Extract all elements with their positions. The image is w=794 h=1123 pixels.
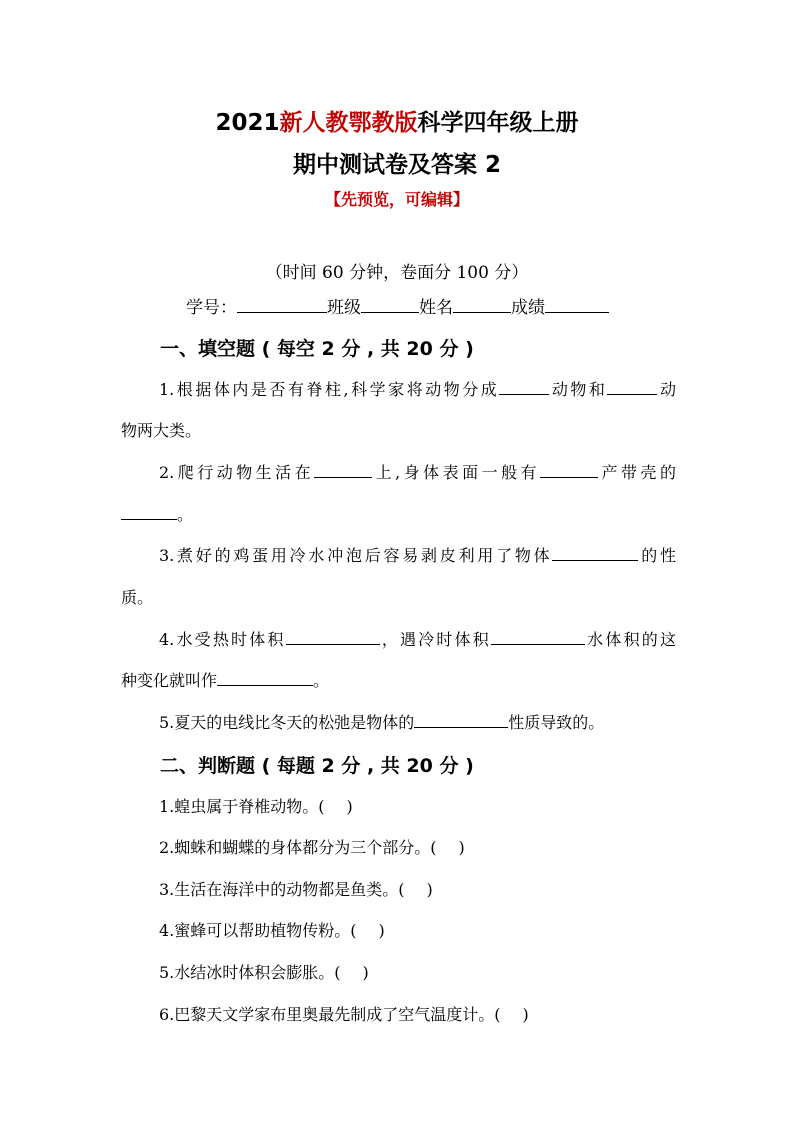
answer-blank[interactable] — [217, 668, 313, 686]
question-1-line-2: 物两大类。 — [121, 421, 202, 440]
document-title-line2: 期中测试卷及答案 2 — [292, 152, 501, 178]
judge-question-4 — [159, 918, 676, 941]
preview-editable-note: 【先预览，可编辑】 — [324, 190, 469, 209]
answer-blank[interactable] — [499, 377, 549, 395]
title-subject: 科学四年级上册 — [417, 110, 579, 136]
question-1-text: 动 — [657, 380, 676, 399]
question-4-line-1 — [159, 627, 676, 650]
paren-close: ) — [346, 797, 353, 816]
answer-blank[interactable] — [314, 460, 372, 478]
class-label: 班级 — [327, 298, 361, 318]
question-3-text: 3.煮好的鸡蛋用冷水冲泡后容易剥皮利用了物体 — [159, 546, 553, 565]
question-1-text: 1.根据体内是否有脊柱,科学家将动物分成 — [159, 380, 500, 399]
judge-question-text: 5.水结冰时体积会膨胀。( — [159, 963, 341, 982]
question-4-text: ，遇冷时体积 — [379, 630, 491, 649]
answer-blank[interactable] — [540, 460, 598, 478]
judge-question-text: 6.巴黎天文学家布里奥最先制成了空气温度计。( — [159, 1005, 501, 1024]
question-3-line-2: 质。 — [121, 588, 154, 607]
question-4-text: 4.水受热时体积 — [159, 630, 286, 649]
paren-close: ) — [522, 1005, 529, 1024]
name-label: 姓名 — [419, 298, 453, 318]
judge-question-text: 4.蜜蜂可以帮助植物传粉。( — [159, 921, 357, 940]
judge-question-text: 1.蝗虫属于脊椎动物。( — [159, 797, 325, 816]
question-4-line-2 — [121, 668, 676, 691]
question-5-text: 5.夏天的电线比冬天的松弛是物体的 — [159, 713, 415, 732]
question-5-text: 性质导致的。 — [508, 713, 605, 732]
question-4-text: 。 — [313, 671, 330, 690]
question-2-line-1 — [159, 460, 676, 483]
title-publisher: 新人教鄂教版 — [279, 110, 418, 136]
paren-close: ) — [378, 921, 385, 940]
paren-close: ) — [362, 963, 369, 982]
answer-blank[interactable] — [607, 377, 657, 395]
question-1-text: 动物和 — [549, 380, 608, 399]
question-2-text: 2.爬行动物生活在 — [159, 463, 315, 482]
paren-close: ) — [458, 838, 465, 857]
judge-question-5 — [159, 960, 676, 983]
judge-question-text: 3.生活在海洋中的动物都是鱼类。( — [159, 880, 405, 899]
title-year: 2021 — [215, 110, 280, 136]
question-3-text: 的性 — [638, 546, 676, 565]
question-4-text: 种变化就叫作 — [121, 671, 218, 690]
question-2-text: 。 — [177, 505, 194, 524]
question-3-line-1 — [159, 543, 676, 566]
answer-blank[interactable] — [414, 710, 508, 728]
student-id-label: 学号： — [186, 298, 237, 318]
exam-time-info: （时间 60 分钟，卷面分 100 分） — [265, 263, 529, 283]
student-id-blank[interactable] — [237, 294, 327, 313]
paren-close: ) — [426, 880, 433, 899]
student-info-line — [186, 293, 609, 318]
answer-blank[interactable] — [491, 627, 585, 645]
judge-question-2 — [159, 835, 676, 858]
score-label: 成绩 — [511, 298, 545, 318]
judge-question-1 — [159, 794, 676, 817]
score-blank[interactable] — [545, 294, 609, 313]
question-1-line-1 — [159, 377, 676, 400]
question-2-line-2 — [121, 502, 676, 525]
question-5 — [159, 710, 676, 733]
class-blank[interactable] — [361, 294, 419, 313]
judge-question-6 — [159, 1002, 676, 1025]
section-true-false-heading: 二、判断题 ( 每题 2 分 , 共 20 分 ) — [160, 755, 474, 777]
question-4-text: 水体积的这 — [584, 630, 676, 649]
answer-blank[interactable] — [286, 627, 380, 645]
question-2-text: 产带壳的 — [598, 463, 676, 482]
section-fill-in-heading: 一、填空题 ( 每空 2 分 , 共 20 分 ) — [160, 338, 474, 360]
judge-question-3 — [159, 877, 676, 900]
answer-blank[interactable] — [552, 543, 638, 561]
answer-blank[interactable] — [121, 502, 177, 520]
judge-question-text: 2.蜘蛛和蝴蝶的身体都分为三个部分。( — [159, 838, 437, 857]
question-2-text: 上,身体表面一般有 — [372, 463, 541, 482]
name-blank[interactable] — [453, 294, 511, 313]
document-title — [0, 104, 794, 137]
